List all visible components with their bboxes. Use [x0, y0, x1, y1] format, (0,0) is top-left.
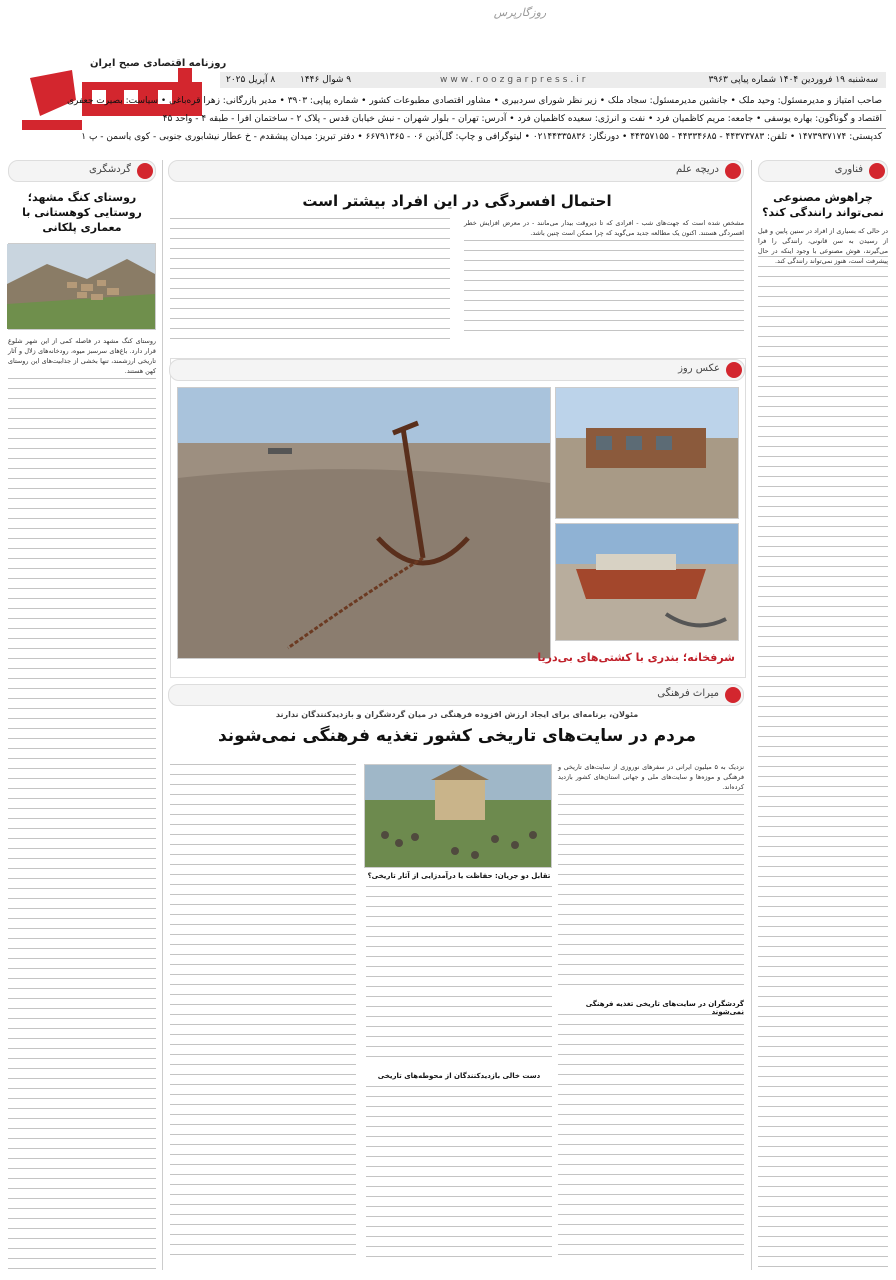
- article-body: [366, 1086, 552, 1264]
- article-lead: روستای کنگ مشهد در فاصله کمی از این شهر شلوغ قرار دارد. باغ‌های سرسبز میوه، رودخانه‌های زلال و آثار تاریخی ارزشمند، تنها بخشی از جذابیت‌های این روستای کهن هستند.: [8, 337, 156, 375]
- divider: [220, 110, 886, 111]
- article-title[interactable]: روستای کنگ مشهد؛ روستایی کوهستانی با معماری پلکانی: [22, 191, 142, 234]
- tagline: روزنامه اقتصادی صبح ایران: [90, 58, 227, 69]
- staff-line-3: کدپستی: ۱۴۷۳۹۳۷۱۷۴ • تلفن: ۴۴۳۷۳۷۸۳ - ۴۴۳۳۴۶۸۵ - ۴۴۳۵۷۱۵۵ • دورنگار: ۰۲۱۴۴۳۳۵۸۳۶ • لیتوگرافی و چاپ: گل‌آذین ۰۶ - ۶۶۷۹۱۳۶۵ • دفتر تبریز: میدان پیشقدم - خ عطار نیشابوری جنوبی - کوی یاسمن - پ ۱: [81, 132, 882, 142]
- date-bar: [220, 72, 886, 88]
- section-label: فناوری: [834, 164, 863, 175]
- article-kicker: مئولان، برنامه‌ای برای ایجاد ارزش افزوده فرهنگی در میان گردشگران و بازدیدکنندگان ندارند: [275, 710, 639, 719]
- issue-number: سه‌شنبه ۱۹ فروردین ۱۴۰۴ شماره پیاپی ۳۹۶۳: [708, 75, 878, 85]
- divider: [220, 128, 886, 129]
- section-header: [168, 160, 744, 182]
- science-article: [170, 160, 744, 350]
- subheading: تقابل دو جریان: حفاظت یا درآمدزایی از آثار تاریخی؟: [367, 872, 551, 880]
- article-lead: نزدیک به ۵ میلیون ایرانی در سفرهای نوروزی از سایت‌های تاریخی و فرهنگی و موزه‌ها و سایت‌های ملی و جهانی استان‌های کشور بازدید کرده‌اند.: [558, 763, 744, 791]
- article-body: [558, 794, 744, 994]
- section-label: میراث فرهنگی: [657, 688, 719, 699]
- tourism-column: [8, 160, 156, 1278]
- section-dot-icon: [869, 163, 885, 179]
- article-lead: مشخص شده است که جهت‌های شب - افرادی که تا دیروقت بیدار می‌مانند - در معرض افزایش خطر افسردگی هستند. اکنون یک مطالعه جدید می‌گوید که چرا ممکن است چنین باشد.: [464, 219, 744, 237]
- section-header: [758, 160, 888, 182]
- article-body: [464, 240, 744, 340]
- ship-photo[interactable]: [555, 523, 739, 641]
- article-body: [170, 764, 356, 1264]
- article-body: [558, 1014, 744, 1264]
- column-divider: [751, 160, 752, 1270]
- subheading: دست خالی بازدیدکنندگان از محوطه‌های تاریخی: [377, 1072, 541, 1080]
- website[interactable]: www.roozgarpress.ir: [440, 75, 589, 85]
- technology-column: [758, 160, 888, 1276]
- section-label: گردشگری: [89, 164, 131, 175]
- article-body: [8, 378, 156, 1278]
- web-logo: روزگارپرس: [493, 6, 547, 19]
- section-dot-icon: [137, 163, 153, 179]
- subheading: گردشگران در سایت‌های تاریخی تغذیه فرهنگی نمی‌شوند: [585, 1000, 744, 1016]
- section-label: دریچه علم: [676, 164, 719, 175]
- section-dot-icon: [725, 163, 741, 179]
- house-photo[interactable]: [555, 387, 739, 519]
- staff-line-2: اقتصاد و گوناگون: بهاره یوسفی • جامعه: مریم کاظمیان فرد • نفت و انرژی: سعیده کاظمیان فرد • آدرس: تهران - بلوار شهران - نبش خیابان قدس - پلاک ۲ - ساختمان افرا - طبقه ۴ - واحد ۴۵: [162, 114, 882, 124]
- photo-of-the-day: [170, 358, 746, 678]
- date-hijri: ۹ شوال ۱۴۴۶: [300, 75, 352, 85]
- section-label: عکس روز: [678, 363, 720, 374]
- article-body: [366, 886, 552, 1066]
- anchor-photo[interactable]: [177, 387, 551, 659]
- article-title[interactable]: چراهوش مصنوعی نمی‌تواند رانندگی کند؟: [762, 191, 884, 219]
- article-title[interactable]: احتمال افسردگی در این افراد بیشتر است: [302, 192, 612, 210]
- column-divider: [162, 160, 163, 1270]
- photo-caption: شرفخانه؛ بندری با کشتی‌های بی‌دریا: [537, 651, 735, 664]
- section-dot-icon: [725, 687, 741, 703]
- masthead: [0, 0, 896, 150]
- crowd-photo[interactable]: [364, 764, 552, 868]
- article-lead: در حالی که بسیاری از افراد در سنین پایین و قبل از رسیدن به سن قانونی، رانندگی را فرا می‌گیرند، هوش مصنوعی با وجود اینکه در حال پیشرفت است، هنوز نمی‌تواند رانندگی کند.: [758, 227, 888, 265]
- section-header: [169, 359, 745, 381]
- article-title[interactable]: مردم در سایت‌های تاریخی کشور تغذیه فرهنگی نمی‌شوند: [217, 726, 697, 746]
- village-photo: [8, 243, 156, 330]
- section-header: [168, 684, 744, 706]
- heritage-article: [170, 684, 744, 1270]
- article-body: [170, 218, 450, 340]
- article-body: [758, 256, 888, 1276]
- date-gregorian: ۸ آپریل ۲۰۲۵: [226, 75, 276, 85]
- staff-line-1: صاحب امتیاز و مدیرمسئول: وحید ملک • جانشین مدیرمسئول: سجاد ملک • زیر نظر شورای سردبیری • مشاور اقتصادی مطبوعات کشور • شماره پیاپی: ۳۹۰۳ • مدیر بازرگانی: زهرا قره‌باغی • سیاست: بصیرت جعفری: [66, 96, 882, 106]
- section-dot-icon: [726, 362, 742, 378]
- section-header: [8, 160, 156, 182]
